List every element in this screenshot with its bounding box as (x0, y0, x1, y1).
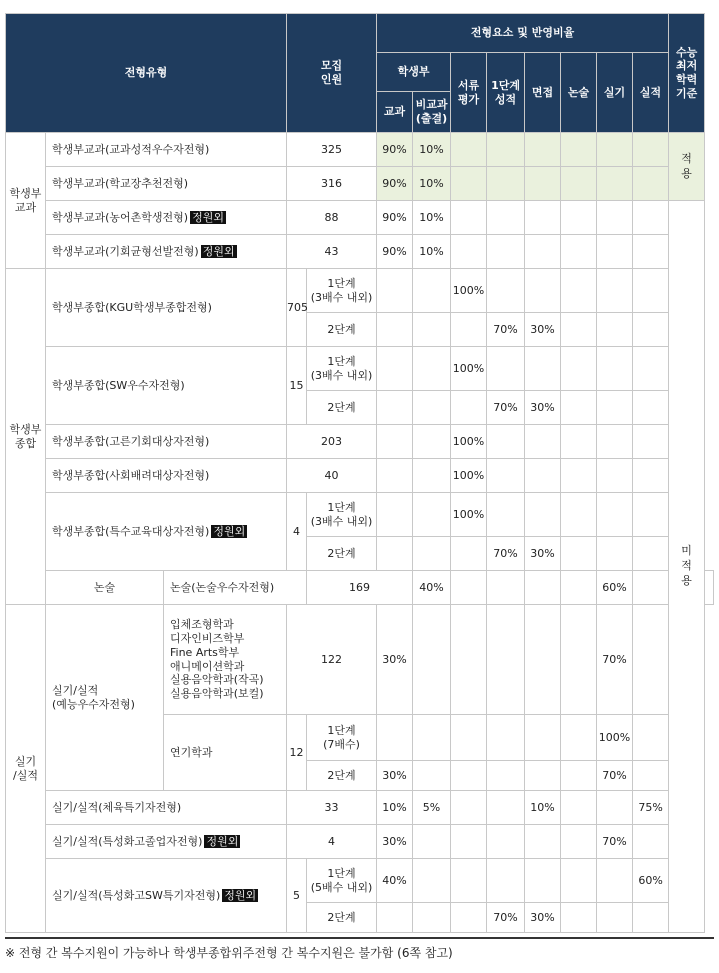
track-name: 학생부교과(농어촌학생전형) 정원외 (46, 201, 287, 235)
track-name: 실기/실적 (예능우수자전형) (46, 605, 164, 791)
table-row: 학생부종합(사회배려대상자전형) 40 100% (6, 459, 714, 493)
quota-cell: 4 (287, 825, 377, 859)
stage-label: 1단계 (5배수 내외) (307, 859, 377, 903)
table-row: 실기/실적(특성화고SW특기자전형) 정원외 5 1단계 (5배수 내외) 40% 60% (6, 859, 714, 903)
track-name: 학생부교과(학교장추천전형) (46, 167, 287, 201)
table-row: 2단계 70% 30% (6, 903, 714, 933)
track-name: 실기/실적(특성화고졸업자전형) 정원외 (46, 825, 287, 859)
stage-label: 2단계 (307, 903, 377, 933)
dept-list: 입체조형학과 디자인비즈학부 Fine Arts학부 애니메이션학과 실용음악학과(작곡) 실용음악학과(보컬) (164, 605, 287, 715)
quota-cell: 316 (287, 167, 377, 201)
header-quota: 모집 인원 (287, 14, 377, 133)
stage-label: 1단계 (7배수) (307, 715, 377, 761)
table-row: 실기 /실적 실기/실적 (예능우수자전형) 입체조형학과 디자인비즈학부 Fine Arts학부 애니메이션학과 실용음악학과(작곡) 실용음악학과(보컬) 122 30% 70% (6, 605, 714, 715)
extra-quota-tag: 정원외 (192, 210, 224, 224)
quota-cell: 40 (287, 459, 377, 493)
extra-quota-tag: 정원외 (202, 244, 235, 258)
stage-label: 2단계 (307, 313, 377, 347)
quota-cell: 43 (287, 235, 377, 269)
csat-none: 미 적 용 (669, 201, 705, 933)
header-stage1: 1단계 성적 (487, 53, 525, 133)
extra-quota-tag: 정원외 (213, 524, 246, 538)
table-row: 2단계 70% 30% (6, 391, 714, 425)
header-essay: 논술 (561, 53, 597, 133)
header-csat: 수능 최저 학력 기준 (669, 14, 705, 133)
stage-label: 1단계 (3배수 내외) (307, 347, 377, 391)
header-subject: 교과 (377, 92, 413, 133)
footnote: ※ 전형 간 복수지원이 가능하나 학생부종합위주전형 간 복수지원은 불가함 (6쪽 참고) (5, 946, 453, 960)
header-document: 서류 평가 (451, 53, 487, 133)
quota-cell: 325 (287, 133, 377, 167)
table-row: 학생부교과(농어촌학생전형) 정원외 88 90% 10% 미 적 용 (6, 201, 714, 235)
header-nonsubject: 비교과 (출결) (413, 92, 451, 133)
table-row: 학생부 교과 학생부교과(교과성적우수자전형) 325 90% 10% 적 용 (6, 133, 714, 167)
track-name: 학생부교과(교과성적우수자전형) (46, 133, 287, 167)
track-name: 학생부교과(기회균형선발전형) 정원외 (46, 235, 287, 269)
track-name: 학생부종합(고른기회대상자전형) (46, 425, 287, 459)
stage-label: 1단계 (3배수 내외) (307, 493, 377, 537)
table-row: 학생부교과(기회균형선발전형) 정원외 43 90% 10% (6, 235, 714, 269)
quota-cell: 705 (287, 269, 307, 347)
track-name: 실기/실적(체육특기자전형) (46, 791, 287, 825)
stage-label: 2단계 (307, 391, 377, 425)
table-bottom-rule (5, 937, 714, 939)
csat-apply: 적 용 (669, 133, 705, 201)
track-name: 실기/실적(특성화고SW특기자전형) 정원외 (46, 859, 287, 933)
table-row: 2단계 30% 70% (6, 761, 714, 791)
quota-cell: 5 (287, 859, 307, 933)
quota-cell: 169 (307, 571, 413, 605)
table-row: 실기/실적(체육특기자전형) 33 10% 5% 10% 75% (6, 791, 714, 825)
dept-name: 연기학과 (164, 715, 287, 791)
track-name: 학생부종합(SW우수자전형) (46, 347, 287, 425)
track-name: 학생부종합(특수교육대상자전형) 정원외 (46, 493, 287, 571)
quota-cell: 33 (287, 791, 377, 825)
table-row: 실기/실적(특성화고졸업자전형) 정원외 4 30% 70% (6, 825, 714, 859)
stage-label: 2단계 (307, 537, 377, 571)
group-label: 학생부 교과 (6, 133, 46, 269)
quota-cell: 15 (287, 347, 307, 425)
header-type: 전형유형 (6, 14, 287, 133)
group-label: 논술 (46, 571, 164, 605)
table-row: 2단계 70% 30% (6, 313, 714, 347)
track-name: 학생부종합(KGU학생부종합전형) (46, 269, 287, 347)
table-row: 논술 논술(논술우수자전형) 169 40% 60% (6, 571, 714, 605)
group-label: 실기 /실적 (6, 605, 46, 933)
quota-cell: 4 (287, 493, 307, 571)
extra-quota-tag: 정원외 (206, 834, 239, 848)
table-row: 학생부교과(학교장추천전형) 316 90% 10% (6, 167, 714, 201)
table-row: 학생부종합(SW우수자전형) 15 1단계 (3배수 내외) 100% (6, 347, 714, 391)
table-row: 2단계 70% 30% (6, 537, 714, 571)
header-interview: 면접 (525, 53, 561, 133)
table-row: 연기학과 12 1단계 (7배수) 100% (6, 715, 714, 761)
header-elements: 전형요소 및 반영비율 (377, 14, 669, 53)
header-practical: 실기 (597, 53, 633, 133)
admission-table (5, 13, 714, 933)
header-hakseangbu: 학생부 (377, 53, 451, 92)
track-name: 논술(논술우수자전형) (164, 571, 307, 605)
group-label: 학생부 종합 (6, 269, 46, 605)
extra-quota-tag: 정원외 (224, 888, 257, 902)
stage-label: 2단계 (307, 761, 377, 791)
track-name: 학생부종합(사회배려대상자전형) (46, 459, 287, 493)
quota-cell: 88 (287, 201, 377, 235)
quota-cell: 122 (287, 605, 377, 715)
stage-label: 1단계 (3배수 내외) (307, 269, 377, 313)
quota-cell: 203 (287, 425, 377, 459)
quota-cell: 12 (287, 715, 307, 791)
table-row: 학생부종합(고른기회대상자전형) 203 100% (6, 425, 714, 459)
header-record: 실적 (633, 53, 669, 133)
table-row: 학생부 종합 학생부종합(KGU학생부종합전형) 705 1단계 (3배수 내외) 100% (6, 269, 714, 313)
table-row: 학생부종합(특수교육대상자전형) 정원외 4 1단계 (3배수 내외) 100% (6, 493, 714, 537)
